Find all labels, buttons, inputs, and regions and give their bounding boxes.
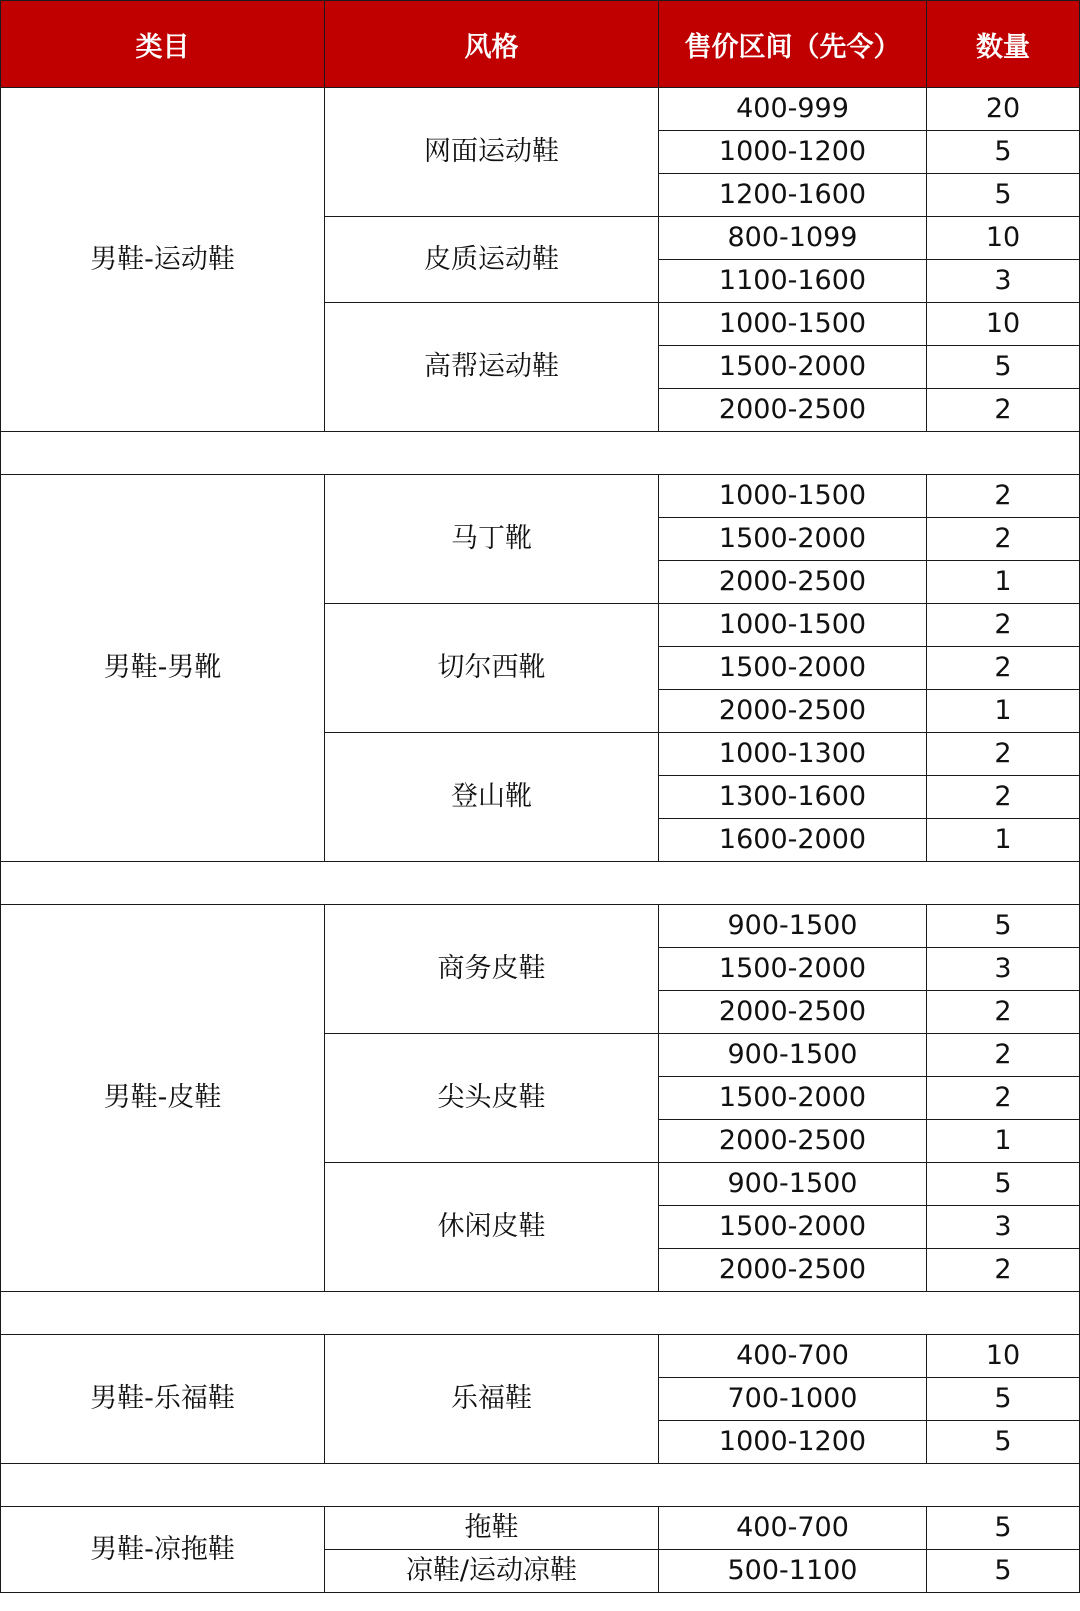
quantity-cell: 2: [927, 475, 1080, 518]
style-cell: 登山靴: [325, 733, 659, 862]
quantity-cell: 2: [927, 518, 1080, 561]
quantity-cell: 2: [927, 1077, 1080, 1120]
price-range-cell: 1000-1200: [659, 1421, 927, 1464]
quantity-cell: 3: [927, 948, 1080, 991]
table-row: [1, 475, 1080, 518]
category-cell: 男鞋-运动鞋: [1, 88, 325, 432]
table-row: [1, 905, 1080, 948]
price-range-cell: 900-1500: [659, 905, 927, 948]
quantity-cell: 2: [927, 1034, 1080, 1077]
category-cell: 男鞋-男靴: [1, 475, 325, 862]
category-cell: 男鞋-凉拖鞋: [1, 1507, 325, 1593]
quantity-cell: 2: [927, 604, 1080, 647]
quantity-cell: 2: [927, 991, 1080, 1034]
quantity-cell: 5: [927, 346, 1080, 389]
price-range-cell: 1300-1600: [659, 776, 927, 819]
price-range-cell: 500-1100: [659, 1550, 927, 1593]
price-range-cell: 1500-2000: [659, 1206, 927, 1249]
quantity-cell: 5: [927, 1550, 1080, 1593]
quantity-cell: 20: [927, 88, 1080, 131]
category-cell: 男鞋-乐福鞋: [1, 1335, 325, 1464]
price-range-cell: 900-1500: [659, 1163, 927, 1206]
price-range-cell: 900-1500: [659, 1034, 927, 1077]
price-range-cell: 2000-2500: [659, 991, 927, 1034]
spacer-cell: [1, 1464, 1080, 1507]
price-range-cell: 800-1099: [659, 217, 927, 260]
style-cell: 切尔西靴: [325, 604, 659, 733]
quantity-cell: 5: [927, 1163, 1080, 1206]
style-cell: 高帮运动鞋: [325, 303, 659, 432]
price-range-cell: 1600-2000: [659, 819, 927, 862]
quantity-cell: 2: [927, 733, 1080, 776]
quantity-cell: 10: [927, 1335, 1080, 1378]
quantity-cell: 5: [927, 1421, 1080, 1464]
price-range-cell: 1500-2000: [659, 346, 927, 389]
quantity-cell: 3: [927, 260, 1080, 303]
header-row: [1, 1, 1080, 88]
style-cell: 网面运动鞋: [325, 88, 659, 217]
table-body: [1, 88, 1080, 1593]
price-range-cell: 2000-2500: [659, 561, 927, 604]
quantity-cell: 5: [927, 131, 1080, 174]
price-range-cell: 1000-1500: [659, 475, 927, 518]
quantity-cell: 5: [927, 905, 1080, 948]
quantity-cell: 10: [927, 303, 1080, 346]
price-range-cell: 2000-2500: [659, 1249, 927, 1292]
price-range-cell: 1000-1500: [659, 303, 927, 346]
price-range-cell: 1100-1600: [659, 260, 927, 303]
price-range-cell: 2000-2500: [659, 389, 927, 432]
header-category: 类目: [1, 1, 325, 88]
quantity-cell: 5: [927, 174, 1080, 217]
price-range-cell: 1500-2000: [659, 518, 927, 561]
style-cell: 尖头皮鞋: [325, 1034, 659, 1163]
quantity-cell: 3: [927, 1206, 1080, 1249]
spacer-cell: [1, 862, 1080, 905]
table-row: [1, 1335, 1080, 1378]
price-range-cell: 1000-1500: [659, 604, 927, 647]
price-range-cell: 1500-2000: [659, 1077, 927, 1120]
spacer-row: [1, 1464, 1080, 1507]
style-cell: 凉鞋/运动凉鞋: [325, 1550, 659, 1593]
price-range-cell: 400-700: [659, 1507, 927, 1550]
spacer-row: [1, 1292, 1080, 1335]
quantity-cell: 2: [927, 1249, 1080, 1292]
spacer-row: [1, 432, 1080, 475]
quantity-cell: 1: [927, 690, 1080, 733]
quantity-cell: 1: [927, 819, 1080, 862]
price-range-cell: 1500-2000: [659, 647, 927, 690]
quantity-cell: 2: [927, 776, 1080, 819]
quantity-cell: 10: [927, 217, 1080, 260]
header-price-range: 售价区间（先令）: [659, 1, 927, 88]
price-range-cell: 2000-2500: [659, 690, 927, 733]
style-cell: 休闲皮鞋: [325, 1163, 659, 1292]
quantity-cell: 2: [927, 389, 1080, 432]
price-range-cell: 1000-1200: [659, 131, 927, 174]
price-range-cell: 1500-2000: [659, 948, 927, 991]
header-quantity: 数量: [927, 1, 1080, 88]
price-range-cell: 1000-1300: [659, 733, 927, 776]
price-range-cell: 400-999: [659, 88, 927, 131]
style-cell: 商务皮鞋: [325, 905, 659, 1034]
table-row: [1, 88, 1080, 131]
table-row: [1, 1507, 1080, 1550]
quantity-cell: 1: [927, 561, 1080, 604]
quantity-cell: 5: [927, 1378, 1080, 1421]
header-style: 风格: [325, 1, 659, 88]
spacer-cell: [1, 432, 1080, 475]
quantity-cell: 1: [927, 1120, 1080, 1163]
price-range-cell: 1200-1600: [659, 174, 927, 217]
style-cell: 皮质运动鞋: [325, 217, 659, 303]
price-range-cell: 700-1000: [659, 1378, 927, 1421]
category-cell: 男鞋-皮鞋: [1, 905, 325, 1292]
spacer-cell: [1, 1292, 1080, 1335]
quantity-cell: 2: [927, 647, 1080, 690]
style-cell: 马丁靴: [325, 475, 659, 604]
price-range-cell: 400-700: [659, 1335, 927, 1378]
style-cell: 乐福鞋: [325, 1335, 659, 1464]
spacer-row: [1, 862, 1080, 905]
quantity-cell: 5: [927, 1507, 1080, 1550]
style-cell: 拖鞋: [325, 1507, 659, 1550]
price-range-cell: 2000-2500: [659, 1120, 927, 1163]
